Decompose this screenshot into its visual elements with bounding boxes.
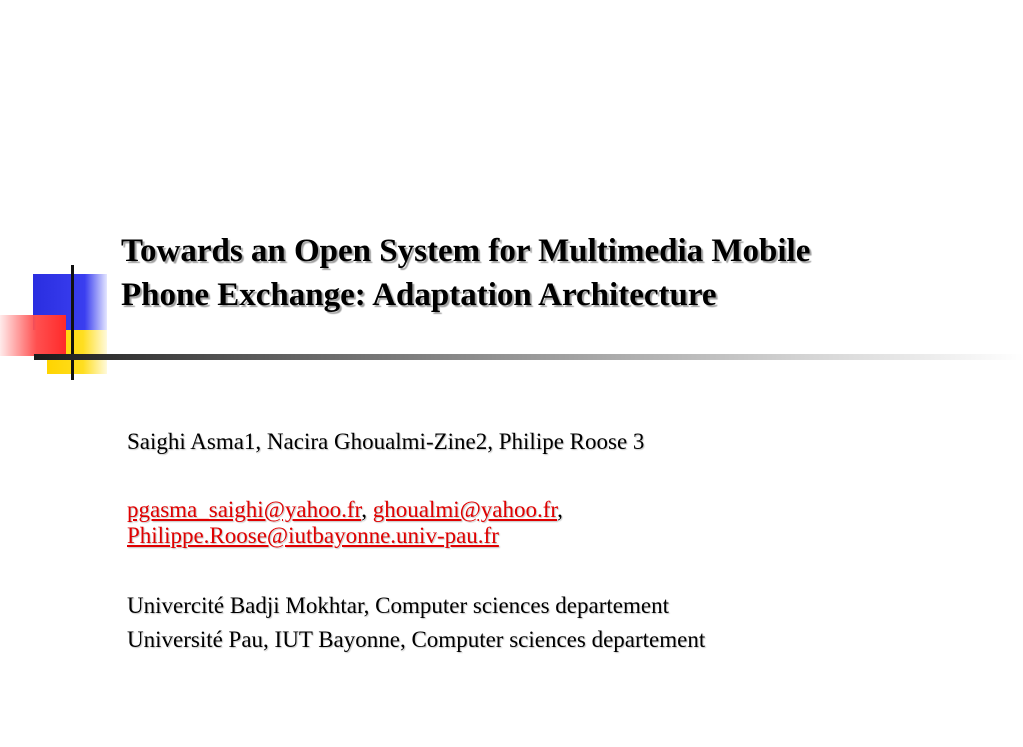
email-link-ghoualmi[interactable]: ghoualmi@yahoo.fr — [372, 497, 558, 522]
email-list — [127, 497, 987, 549]
email-link-roose[interactable]: Philippe.Roose@iutbayonne.univ-pau.fr — [127, 523, 499, 548]
decorative-red-block — [0, 315, 66, 356]
email-separator-1: , — [361, 497, 373, 522]
slide-title — [121, 229, 1001, 317]
affiliation-badji-mokhtar: Univercité Badji Mokhtar, Computer sciences departement — [127, 593, 669, 618]
email-separator-2: , — [557, 497, 563, 522]
email-link-saighi[interactable]: pgasma_saighi@yahoo.fr — [127, 497, 362, 522]
slide-title-line-1: Towards an Open System for Multimedia Mobile — [121, 233, 811, 269]
title-divider-line — [34, 354, 1023, 360]
affiliation-pau: Université Pau, IUT Bayonne, Computer sciences departement — [127, 627, 706, 652]
slide-title-line-2: Phone Exchange: Adaptation Architecture — [121, 277, 717, 313]
author-list: Saighi Asma1, Nacira Ghoualmi-Zine2, Philipe Roose 3 — [127, 429, 645, 454]
decorative-vertical-line — [71, 265, 74, 380]
